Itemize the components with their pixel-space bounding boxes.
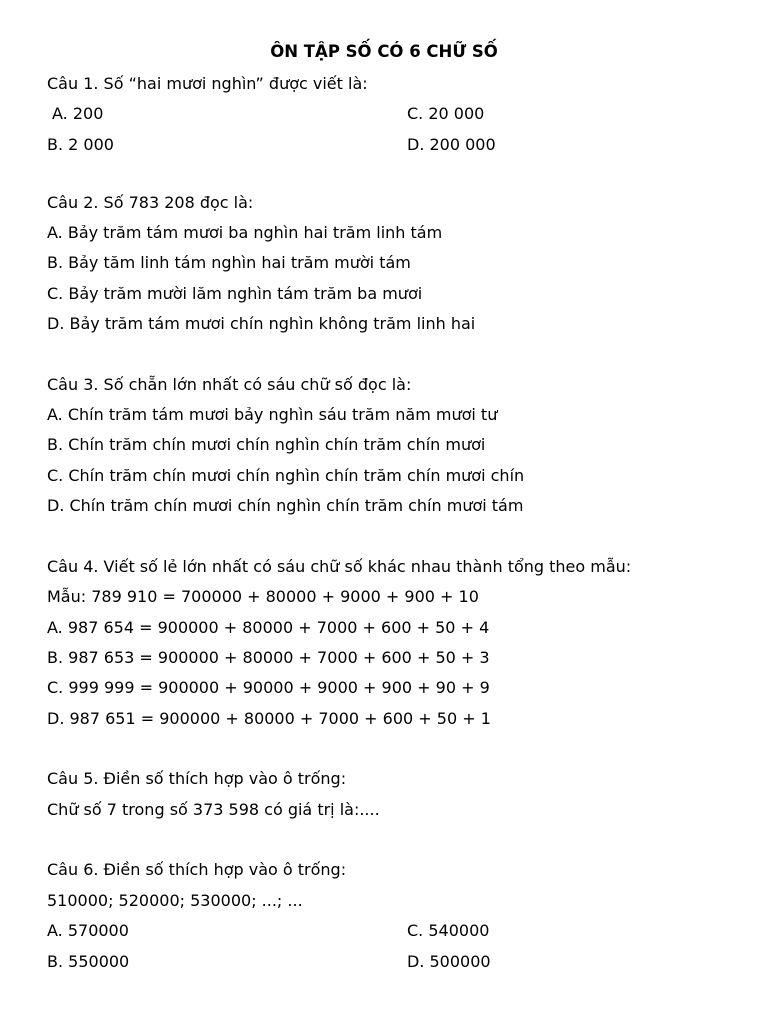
q4-option-a: A. 987 654 = 900000 + 80000 + 7000 + 600 + 50 + 4 <box>47 618 490 637</box>
q6-text: 510000; 520000; 530000; ...; ... <box>47 891 303 910</box>
q3-option-b: B. Chín trăm chín mươi chín nghìn chín trăm chín mươi <box>47 435 486 454</box>
q2-option-b: B. Bảy tăm linh tám nghìn hai trăm mười tám <box>47 253 411 272</box>
q3-option-c: C. Chín trăm chín mươi chín nghìn chín trăm chín mươi chín <box>47 466 525 485</box>
question-3: Câu 3. Số chẵn lớn nhất có sáu chữ số đọc là: <box>47 375 412 394</box>
q6-option-b: B. 550000 <box>47 952 130 971</box>
q6-option-a: A. 570000 <box>47 921 129 940</box>
question-5: Câu 5. Điền số thích hợp vào ô trống: <box>47 769 347 788</box>
question-6: Câu 6. Điền số thích hợp vào ô trống: <box>47 860 347 879</box>
q4-option-c: C. 999 999 = 900000 + 90000 + 9000 + 900 + 90 + 9 <box>47 678 490 697</box>
q1-option-b: B. 2 000 <box>47 135 114 154</box>
q3-option-a: A. Chín trăm tám mươi bảy nghìn sáu trăm năm mươi tư <box>47 405 498 424</box>
q4-option-d: D. 987 651 = 900000 + 80000 + 7000 + 600 + 50 + 1 <box>47 709 491 728</box>
q3-option-d: D. Chín trăm chín mươi chín nghìn chín trăm chín mươi tám <box>47 496 524 515</box>
question-4: Câu 4. Viết số lẻ lớn nhất có sáu chữ số khác nhau thành tổng theo mẫu: <box>47 557 632 576</box>
q4-option-b: B. 987 653 = 900000 + 80000 + 7000 + 600 + 50 + 3 <box>47 648 490 667</box>
q1-option-a: A. 200 <box>52 104 104 123</box>
page-title: ÔN TẬP SỐ CÓ 6 CHỮ SỐ <box>270 42 498 61</box>
q6-option-d: D. 500000 <box>407 952 491 971</box>
q6-option-c: C. 540000 <box>407 921 490 940</box>
q4-example: Mẫu: 789 910 = 700000 + 80000 + 9000 + 900 + 10 <box>47 587 479 606</box>
q2-option-a: A. Bảy trăm tám mươi ba nghìn hai trăm linh tám <box>47 223 443 242</box>
question-2: Câu 2. Số 783 208 đọc là: <box>47 193 254 212</box>
q1-option-c: C. 20 000 <box>407 104 485 123</box>
q2-option-c: C. Bảy trăm mười lăm nghìn tám trăm ba mươi <box>47 284 423 303</box>
q5-text: Chữ số 7 trong số 373 598 có giá trị là:.... <box>47 800 380 819</box>
q2-option-d: D. Bảy trăm tám mươi chín nghìn không trăm linh hai <box>47 314 476 333</box>
question-1: Câu 1. Số “hai mươi nghìn” được viết là: <box>47 74 368 93</box>
q1-option-d: D. 200 000 <box>407 135 496 154</box>
